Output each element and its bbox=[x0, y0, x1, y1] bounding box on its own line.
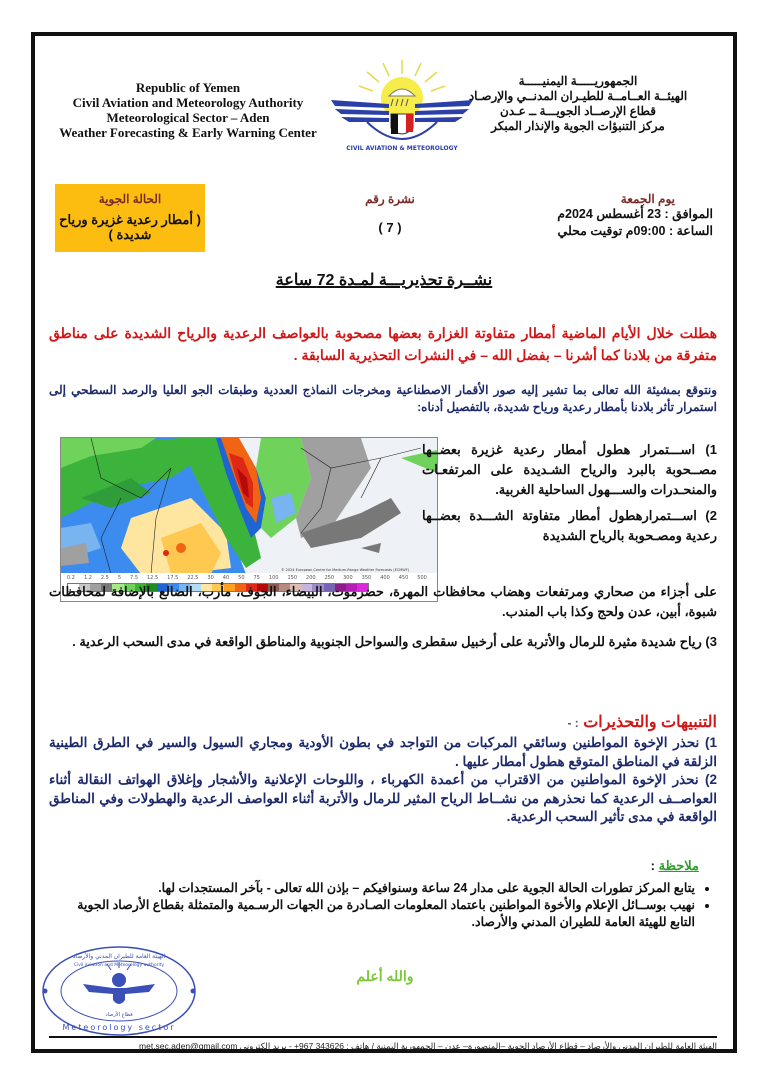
notes-title: ملاحظة bbox=[658, 858, 699, 873]
warnings-separator: : - bbox=[567, 716, 579, 730]
svg-text:الهيئة العامة للطيران المدني و: الهيئة العامة للطيران المدني والأرصاد bbox=[72, 953, 166, 960]
date-line: الموافق : 23 أغسطس 2024م bbox=[557, 207, 713, 221]
english-header-line: Republic of Yemen bbox=[135, 80, 241, 95]
scale-tick-label: 450 bbox=[398, 575, 409, 581]
day-label: يوم الجمعة bbox=[620, 192, 675, 206]
svg-text:© 2024 European Centre for Med: © 2024 European Centre for Medium-Range Weather Forecasts (ECMWF) bbox=[281, 568, 410, 572]
warnings-list bbox=[49, 734, 717, 827]
warning-item-1: 1) نحذر الإخوة المواطنين وسائقي المركبات من التواجد في بطون الأودية ومجاري السيول والسير في الطرق الطينية الزلقة في المناطق المتوقع هطول أمطار عليها . bbox=[49, 735, 717, 769]
rainfall-forecast-map bbox=[60, 437, 438, 575]
notes-list bbox=[49, 880, 717, 931]
scale-tick-label: 350 bbox=[361, 575, 372, 581]
warnings-title: التنبيهات والتحذيرات bbox=[583, 714, 717, 731]
scale-tick-label: 500 bbox=[417, 575, 427, 581]
scale-tick-label: 22.5 bbox=[187, 575, 199, 581]
note-item-1: • يتابع المركز تطورات الحالة الجوية على مدار 24 ساعة وسنوافيكم – بإذن الله تعالى - بآخر المستجدات لها. bbox=[49, 880, 695, 897]
forecast-item-3: 3) رياح شديدة مثيرة للرمال والأتربة على أرخبيل سقطرى والسواحل الجنوبية والمناطق الواقعة في مدى السحب الرعدية . bbox=[72, 634, 717, 649]
scale-tick-label: 150 bbox=[287, 575, 298, 581]
forecast-item-1: 1) اســـتمرار هطول أمطار رعدية غزيرة بعضــها مصــحوبة بالبرد والرياح الشـديدة على المرتفعـات والمنحـدرات والســـهول الساحلية الغربية. bbox=[422, 442, 717, 497]
arabic-header bbox=[443, 74, 713, 134]
time-line: الساعة : 09:00م توقيت محلي bbox=[557, 224, 713, 238]
english-header bbox=[43, 80, 333, 140]
svg-text:Civil aviation and Meteorology: Civil aviation and Meteorology authority bbox=[73, 963, 165, 968]
notes-heading bbox=[651, 858, 699, 874]
forecast-item-2: 2) اســـتمرارهطول أمطار متفاوتة الشـــدة بعضــها رعدية ومصـحوبة بالرياح الشديدة bbox=[422, 508, 717, 543]
english-header-line: Weather Forecasting & Early Warning Center bbox=[59, 125, 317, 140]
closing-phrase: والله أعلم bbox=[356, 968, 414, 984]
scale-tick-label: 0.2 bbox=[67, 575, 75, 581]
english-header-line: Civil Aviation and Meteorology Authority bbox=[72, 95, 304, 110]
forecast-item-2-continued: على أجزاء من صحاري ومرتفعات وهضاب محافظات المهرة، حضرموت، البيضاء، الجوف، مأرب، الضالع بالإضافة لمحافظات شبوة، أبين، عدن ولحج وكذا باب المندب. bbox=[49, 584, 717, 619]
stamp-seal-icon bbox=[39, 942, 199, 1040]
bulletin-title: نشــرة تحذيريـــة لمـدة 72 ساعة bbox=[275, 272, 493, 289]
date-time-block bbox=[503, 192, 713, 240]
arabic-header-line: قطاع الإرصــاد الجويـــة ــ عـدن bbox=[500, 104, 656, 118]
svg-text:CIVIL AVIATION & METEOROLOGY: CIVIL AVIATION & METEOROLOGY bbox=[346, 145, 458, 152]
rainfall-map-image bbox=[61, 438, 437, 574]
bulletin-number-value: ( 7 ) bbox=[378, 220, 402, 235]
scale-tick-label: 17.5 bbox=[167, 575, 179, 581]
bulletin-number-block bbox=[340, 192, 440, 235]
svg-text:Meteorology sector: Meteorology sector bbox=[62, 1023, 176, 1032]
footer-contact: الهيئة العامة للطيران المدني والأرصاد – قطاع الأرصاد الجوية –المنصورة– عدن – الجمهورية اليمنية / هاتف : 343626 967+ - بريد الكتروني met.sec.aden@gmail.com bbox=[139, 1041, 717, 1051]
forecast-items-side bbox=[422, 440, 717, 552]
english-header-line: Meteorological Sector – Aden bbox=[106, 110, 270, 125]
scale-tick-label: 100 bbox=[268, 575, 279, 581]
footer-divider bbox=[49, 1036, 717, 1038]
scale-tick-label: 300 bbox=[343, 575, 353, 581]
scale-tick-label: 40 bbox=[222, 575, 230, 581]
scale-tick-label: 5 bbox=[117, 575, 122, 581]
scale-tick-label: 400 bbox=[380, 575, 390, 581]
scale-tick-label: 7.5 bbox=[130, 575, 138, 581]
scale-tick-label: 2.5 bbox=[100, 575, 109, 581]
intro-blue-paragraph: ونتوقع بمشيئة الله تعالى بما تشير إليه صور الأقمار الاصطناعية ومخرجات النماذج العددية وطبقات الجو العليا والرصد السطحي إلى استمرار تأثر بلادنا بأمطار رعدية ورياح شديدة، بالتفصيل أدناه: bbox=[49, 383, 717, 414]
svg-text:قطاع الأرصاد: قطاع الأرصاد bbox=[105, 1012, 133, 1018]
arabic-header-line: الجمهوريـــــة اليمنيـــــة bbox=[518, 74, 638, 88]
scale-tick-label: 200 bbox=[306, 575, 316, 581]
document-page bbox=[31, 32, 737, 1053]
bulletin-number-label: نشرة رقم bbox=[365, 192, 415, 206]
arabic-header-line: الهيئــة العــامــة للطيـران المدنــي والإرصـاد bbox=[468, 89, 688, 103]
scale-tick-label: 75 bbox=[253, 575, 260, 581]
scale-tick-label: 12.5 bbox=[147, 575, 159, 581]
intro-red-paragraph: هطلت خلال الأيام الماضية أمطار متفاوتة الغزارة بعضها مصحوبة بالعواصف الرعدية والرياح الشديدة على مناطق متفرقة من بلادنا كما أشرنا – بفضل الله – في النشرات التحذيرية السابقة . bbox=[49, 325, 717, 363]
weather-state-box bbox=[55, 184, 205, 252]
scale-tick-label: 30 bbox=[207, 575, 214, 581]
scale-tick-label: 250 bbox=[324, 575, 335, 581]
scale-tick-label: 1.2 bbox=[83, 575, 92, 581]
warning-item-2: 2) نحذر الإخوة المواطنين من الاقتراب من أعمدة الكهرباء ، واللوحات الإعلانية والأشجار وإغلاق الهواتف النقالة أثناء العواصــف الرعدية كما نحذرهم من نشــاط الرياح المثير للرمال والأتربة أثناء العواصف الرعدية والهطولات وفي المناطق الواقعة في مدى تأثير السحب الرعدية. bbox=[49, 772, 717, 824]
warnings-heading bbox=[567, 712, 717, 732]
note-item-2: • نهيب بوســائل الإعلام والأخوة المواطنين باعتماد المعلومات الصـادرة من الجهات الرسـمية والمتمثلة بقطاع الأرصاد الجوية التابع للهيئة العامة للطيران المدني والأرصاد. bbox=[49, 897, 695, 931]
weather-state-label: الحالة الجوية bbox=[98, 192, 162, 206]
scale-labels bbox=[61, 573, 437, 581]
official-stamp bbox=[39, 942, 199, 1040]
scale-tick-label: 50 bbox=[238, 575, 245, 581]
weather-state-value: ( أمطار رعدية غزيرة ورياح شديدة ) bbox=[59, 212, 201, 242]
notes-colon: : bbox=[650, 858, 655, 873]
arabic-header-line: مركز التنبؤات الجوية والإنذار المبكر bbox=[491, 119, 665, 133]
